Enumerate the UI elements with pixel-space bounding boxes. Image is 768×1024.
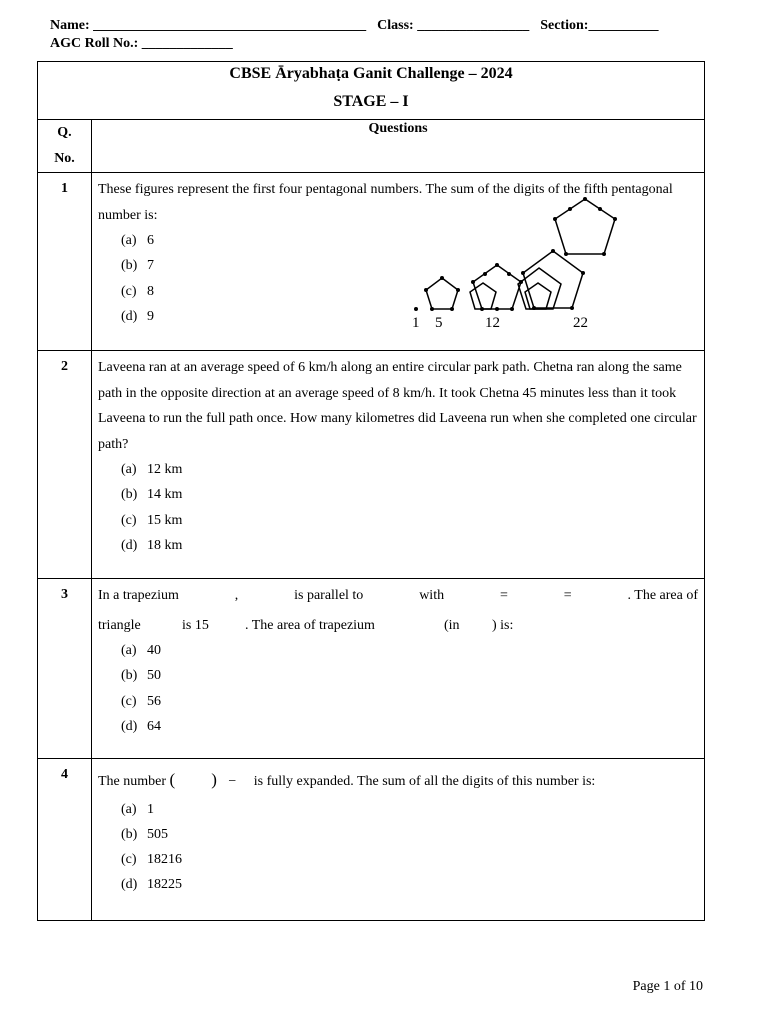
qno-column-header: Q. No. bbox=[38, 120, 92, 173]
question-row bbox=[38, 173, 705, 351]
page-title: CBSE Āryabhaṭa Ganit Challenge – 2024 bbox=[229, 65, 513, 82]
question-number: 2 bbox=[38, 351, 92, 579]
option[interactable]: (d) 64 bbox=[121, 718, 161, 734]
question-table bbox=[37, 61, 705, 921]
option[interactable]: (a) 6 bbox=[121, 233, 154, 248]
figure-label: 22 bbox=[573, 315, 588, 327]
questions-column-header: Questions bbox=[92, 120, 705, 173]
option[interactable]: (d) 18225 bbox=[121, 877, 182, 893]
question-text: These figures represent the first four pentagonal numbers. The sum of the digits of the fifth pentagonal number is: bbox=[98, 182, 673, 223]
figure-label: 5 bbox=[435, 315, 443, 327]
question-row bbox=[38, 579, 705, 759]
question-text: The number ( ) − is fully expanded. The sum of all the digits of this number is: bbox=[98, 770, 596, 789]
question-number: 3 bbox=[38, 579, 92, 759]
name-label: Name: bbox=[50, 18, 90, 33]
question-row bbox=[38, 351, 705, 579]
options-list bbox=[98, 797, 698, 898]
option[interactable]: (a) 40 bbox=[121, 643, 161, 658]
section-field[interactable]: __________ bbox=[588, 18, 659, 33]
question-body bbox=[92, 579, 705, 759]
roll-field[interactable]: _____________ bbox=[141, 36, 233, 51]
options-list bbox=[98, 638, 698, 739]
question-text-line-1: In a trapezium , is parallel to with = = . The area of bbox=[98, 588, 698, 603]
option[interactable]: (d) 9 bbox=[121, 308, 154, 324]
title-cell bbox=[38, 62, 705, 120]
question-text-line-2: triangle is 15 . The area of trapezium (in ) is: bbox=[98, 617, 514, 633]
pentagonal-numbers-figure bbox=[410, 197, 645, 327]
question-text: Laveena ran at an average speed of 6 km/h along an entire circular park path. Chetna ran along the same path in the opposite direction at an average speed of 8 km/h. It took Chetna 45 minutes less than it took Laveena to run the full path once. How many kilometres did Laveena run when she completed one circular path? bbox=[98, 360, 697, 452]
class-field[interactable]: ________________ bbox=[417, 18, 530, 33]
options-list bbox=[98, 457, 698, 558]
section-label: Section: bbox=[540, 18, 589, 33]
question-body bbox=[92, 173, 705, 351]
option[interactable]: (c) 56 bbox=[121, 693, 161, 709]
figure-label: 12 bbox=[485, 315, 500, 327]
option[interactable]: (d) 18 km bbox=[121, 537, 183, 553]
question-body bbox=[92, 351, 705, 579]
class-label: Class: bbox=[377, 18, 414, 33]
name-field[interactable]: _______________________________________ bbox=[93, 18, 367, 33]
header-row-2 bbox=[50, 36, 233, 52]
header-row-1 bbox=[50, 18, 658, 34]
roll-label: AGC Roll No.: bbox=[50, 36, 139, 51]
figure-label: 1 bbox=[412, 315, 420, 327]
option[interactable]: (b) 7 bbox=[121, 258, 154, 274]
option[interactable]: (c) 18216 bbox=[121, 852, 182, 868]
question-body bbox=[92, 759, 705, 921]
option[interactable]: (b) 50 bbox=[121, 668, 161, 684]
question-number: 1 bbox=[38, 173, 92, 351]
option[interactable]: (b) 14 km bbox=[121, 487, 183, 503]
option[interactable]: (a) 12 km bbox=[121, 462, 183, 477]
question-row bbox=[38, 759, 705, 921]
option[interactable]: (b) 505 bbox=[121, 826, 168, 842]
question-number: 4 bbox=[38, 759, 92, 921]
stage-title: STAGE – I bbox=[333, 93, 409, 110]
page-number: Page 1 of 10 bbox=[632, 979, 703, 994]
option[interactable]: (c) 8 bbox=[121, 283, 154, 299]
option[interactable]: (c) 15 km bbox=[121, 512, 183, 528]
option[interactable]: (a) 1 bbox=[121, 801, 154, 817]
